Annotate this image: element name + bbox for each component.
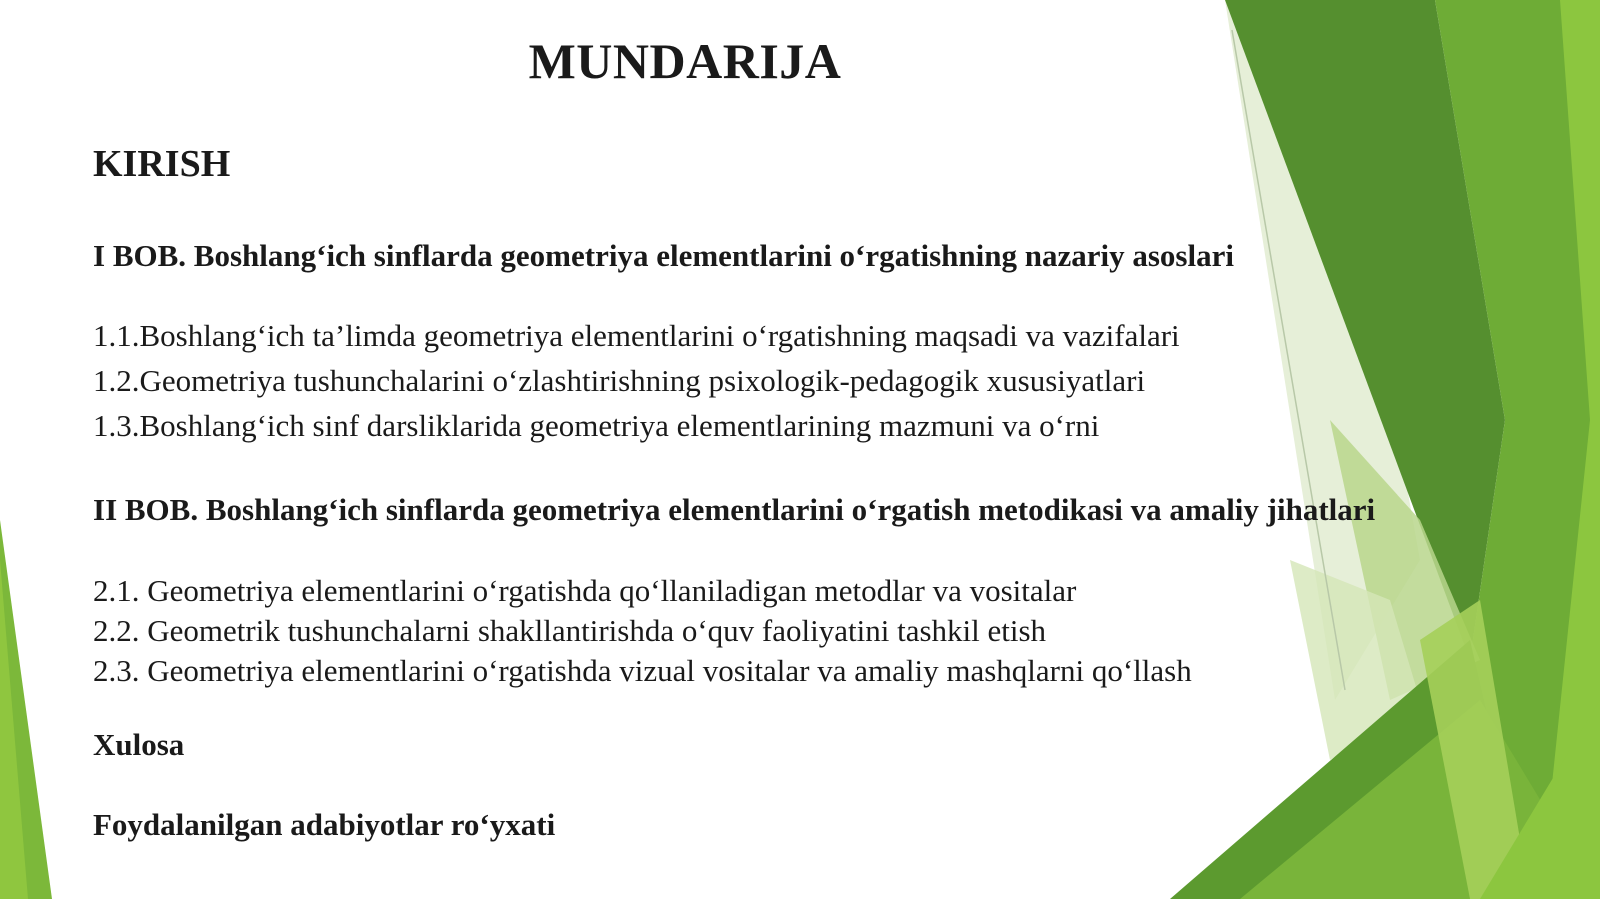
chapter1-item-1: 1.1.Boshlang‘ich ta’limda geometriya elementlarini o‘rgatishning maqsadi va vazifalari — [93, 318, 1180, 353]
references-heading: Foydalanilgan adabiyotlar ro‘yxati — [93, 807, 556, 842]
chapter2-item-2: 2.2. Geometrik tushunchalarni shakllantirishda o‘quv faoliyatini tashkil etish — [93, 613, 1047, 648]
chapter2-item-1: 2.1. Geometriya elementlarini o‘rgatishda qo‘llaniladigan metodlar va vositalar — [93, 573, 1077, 608]
chapter1-item-3: 1.3.Boshlang‘ich sinf darsliklarida geometriya elementlarining mazmuni va o‘rni — [93, 408, 1100, 443]
chapter1-heading: I BOB. Boshlang‘ich sinflarda geometriya elementlarini o‘rgatishning nazariy asoslari — [93, 238, 1234, 273]
conclusion-heading: Xulosa — [93, 727, 185, 762]
chapter2-item-3: 2.3. Geometriya elementlarini o‘rgatishda vizual vositalar va amaliy mashqlarni qo‘llash — [93, 653, 1192, 688]
page-title: MUNDARIJA — [528, 33, 842, 89]
chapter2-heading: II BOB. Boshlang‘ich sinflarda geometriya elementlarini o‘rgatish metodikasi va amaliy jihatlari — [93, 492, 1376, 527]
intro-heading: KIRISH — [93, 143, 231, 185]
chapter1-item-2: 1.2.Geometriya tushunchalarini o‘zlashtirishning psixologik-pedagogik xususiyatlari — [93, 363, 1146, 398]
